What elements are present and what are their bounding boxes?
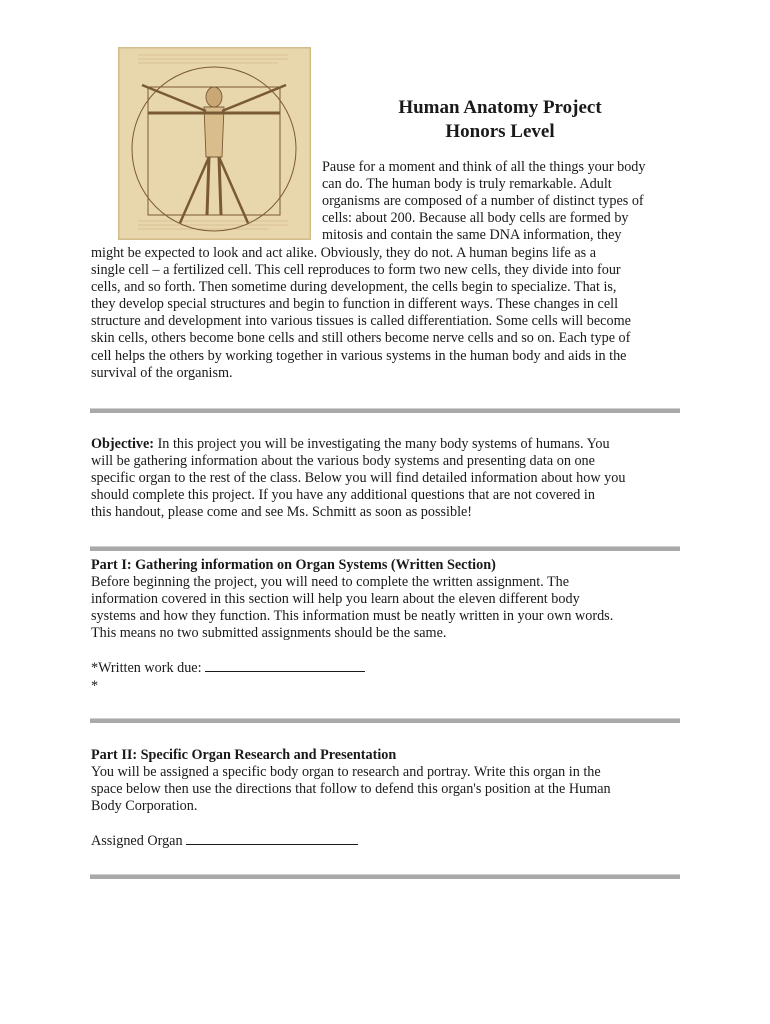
objective-line: specific organ to the rest of the class. Below you will find detailed information about how you <box>91 470 626 487</box>
document-title <box>320 96 680 144</box>
intro-line: cells, and so forth. Then sometime during development, the cells begin to specialize. That is, <box>91 279 617 296</box>
title-line-1: Human Anatomy Project <box>398 97 602 118</box>
intro-line: might be expected to look and act alike. Obviously, they do not. A human begins life as a <box>91 245 596 261</box>
part2-section <box>91 747 685 850</box>
section-divider <box>90 408 680 413</box>
intro-line: cell helps the others by working together in various systems in the human body and aids in the <box>91 347 627 364</box>
section-divider <box>90 718 680 723</box>
intro-paragraph-rest <box>91 245 685 382</box>
objective-line: will be gathering information about the various body systems and presenting data on one <box>91 453 595 470</box>
objective-section <box>91 436 685 521</box>
part2-line: You will be assigned a specific body organ to research and portray. Write this organ in the <box>91 764 601 781</box>
part2-line: Body Corporation. <box>91 798 198 815</box>
part2-heading: Part II: Specific Organ Research and Presentation <box>91 747 397 763</box>
part1-line: This means no two submitted assignments should be the same. <box>91 625 447 642</box>
intro-line: they develop special structures and begin to function in different ways. These changes in cell <box>91 296 619 313</box>
objective-first-line <box>91 436 685 453</box>
part1-line: information covered in this section will help you learn about the eleven different body <box>91 591 580 608</box>
section-divider <box>90 874 680 879</box>
assigned-organ-blank[interactable] <box>186 832 358 845</box>
section-divider <box>90 546 680 551</box>
vitruvian-man-image <box>118 47 311 240</box>
objective-label: Objective: <box>91 436 155 452</box>
objective-line: this handout, please come and see Ms. Schmitt as soon as possible! <box>91 504 473 521</box>
intro-line: single cell – a fertilized cell. This cell reproduces to form two new cells, they divide into four <box>91 262 621 279</box>
part2-line: space below then use the directions that follow to defend this organ's position at the Human <box>91 781 611 798</box>
part1-heading: Part I: Gathering information on Organ Systems (Written Section) <box>91 557 496 573</box>
intro-line: mitosis and contain the same DNA information, they <box>322 227 622 244</box>
intro-line: survival of the organism. <box>91 364 233 381</box>
intro-paragraph-top <box>322 159 682 244</box>
title-line-2: Honors Level <box>445 121 555 142</box>
objective-line: should complete this project. If you have any additional questions that are not covered in <box>91 487 595 504</box>
intro-line: skin cells, others become bone cells and still others become nerve cells and so on. Each type of <box>91 330 631 347</box>
assigned-organ-label: Assigned Organ <box>91 833 187 850</box>
part1-line: systems and how they function. This information must be neatly written in your own words. <box>91 608 614 625</box>
intro-line: structure and development into various tissues is called differentiation. Some cells will become <box>91 313 631 330</box>
intro-line: Pause for a moment and think of all the things your body <box>322 159 646 175</box>
part1-section <box>91 557 685 695</box>
written-due-line <box>91 659 685 677</box>
intro-line: can do. The human body is truly remarkable. Adult <box>322 176 612 193</box>
objective-text: In this project you will be investigating the many body systems of humans. You <box>154 436 610 452</box>
part1-line: Before beginning the project, you will need to complete the written assignment. The <box>91 574 570 591</box>
asterisk-line: * <box>91 677 99 694</box>
intro-line: organisms are composed of a number of distinct types of <box>322 193 644 210</box>
written-due-label: *Written work due: <box>91 660 206 677</box>
vitruvian-man-icon <box>118 47 311 240</box>
assigned-organ-line <box>91 832 685 850</box>
written-due-blank[interactable] <box>205 659 365 672</box>
intro-line: cells: about 200. Because all body cells are formed by <box>322 210 629 227</box>
